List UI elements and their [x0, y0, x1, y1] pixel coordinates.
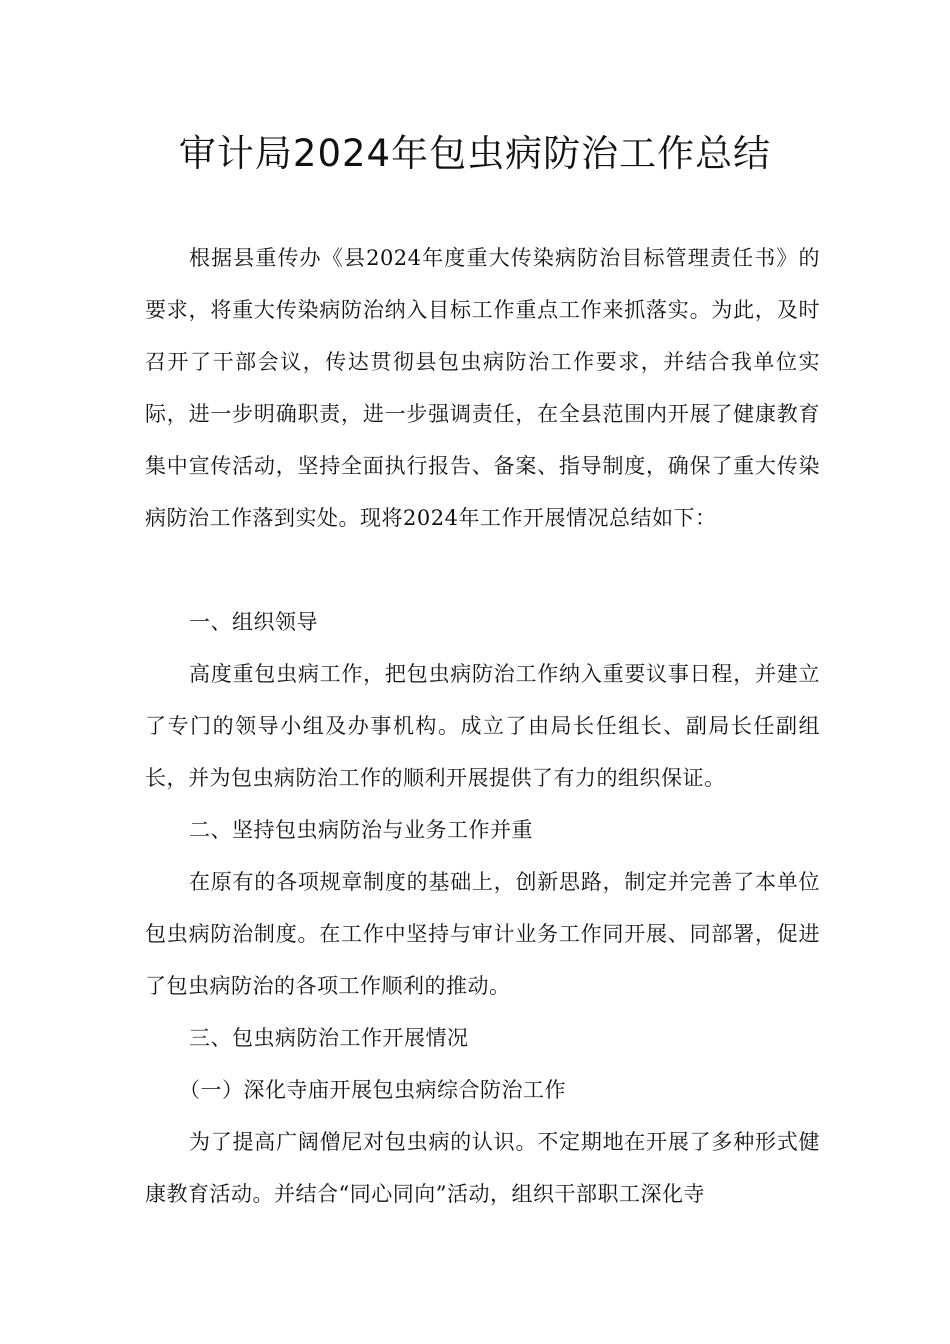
- section-2-paragraph: 在原有的各项规章制度的基础上，创新思路，制定并完善了本单位包虫病防治制度。在工作中坚持与审计业务工作同开展、同部署，促进了包虫病防治的各项工作顺利的推动。: [145, 870, 820, 998]
- section-3-heading: 三、包虫病防治工作开展情况: [189, 1026, 469, 1050]
- section-1-paragraph: 高度重包虫病工作，把包虫病防治工作纳入重要议事日程，并建立了专门的领导小组及办事机构。成立了由局长任组长、副局长任副组长，并为包虫病防治工作的顺利开展提供了有力的组织保证。: [145, 662, 820, 790]
- document-body: [145, 232, 820, 1220]
- document-title: 审计局2024年包虫病防治工作总结: [178, 132, 772, 175]
- section-3-paragraph-1: 为了提高广阔僧尼对包虫病的认识。不定期地在开展了多种形式健康教育活动。并结合“同心同向”活动，组织干部职工深化寺: [145, 1130, 820, 1206]
- intro-paragraph: 根据县重传办《县2024年度重大传染病防治目标管理责任书》的要求，将重大传染病防治纳入目标工作重点工作来抓落实。为此，及时召开了干部会议，传达贯彻县包虫病防治工作要求，并结合我单位实际，进一步明确职责，进一步强调责任，在全县范围内开展了健康教育集中宣传活动，坚持全面执行报告、备案、指导制度，确保了重大传染病防治工作落到实处。现将2024年工作开展情况总结如下：: [145, 246, 820, 530]
- paragraph-gap: [145, 544, 820, 596]
- section-1-heading: 一、组织领导: [189, 610, 318, 634]
- section-3-subheading-1: （一）深化寺庙开展包虫病综合防治工作: [179, 1078, 566, 1102]
- section-2-heading: 二、坚持包虫病防治与业务工作并重: [189, 818, 533, 842]
